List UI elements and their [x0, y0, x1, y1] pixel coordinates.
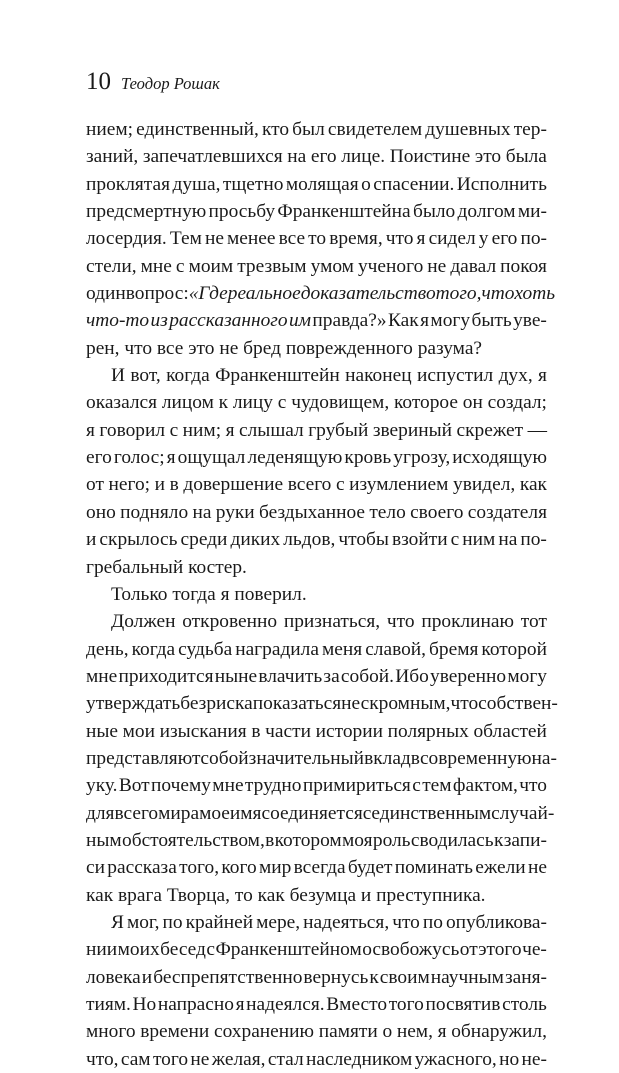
text-line: проклятая душа, тщетно молящая о спасении. Исполнить	[86, 173, 547, 195]
text-line: нии моих бесед с Франкенштейном освобожусь от этого че-	[86, 939, 547, 961]
text-line: что, сам того не желая, стал наследником ужасного, но не-	[86, 1048, 547, 1070]
text-line: один вопрос: «Где реальное доказательство того, что хоть	[86, 283, 556, 305]
text-line: си рассказа того, кого мир всегда будет поминать ежели не	[86, 857, 547, 879]
text-line: от него; и в довершение всего с изумлением увидел, как	[86, 474, 547, 496]
text-line: его голос; я ощущал леденящую кровь угрозу, исходящую	[86, 447, 547, 469]
text-line: я говорил с ним; я слышал грубый звериный скрежет —	[86, 419, 547, 441]
text-line: Должен откровенно признаться, что проклинаю тот	[111, 611, 547, 633]
text-line: И вот, когда Франкенштейн наконец испустил дух, я	[111, 365, 547, 387]
text-line: ным обстоятельством, в котором моя роль сводилась к запи-	[86, 829, 547, 851]
text-line: стели, мне с моим трезвым умом ученого не давал покоя	[86, 255, 547, 277]
body-text	[86, 116, 558, 1073]
text-line: гребальный костер.	[86, 556, 247, 578]
running-head	[86, 67, 546, 107]
text-line: оно подняло на руки бездыханное тело своего создателя	[86, 501, 547, 523]
text-line: заний, запечатлевшихся на его лице. Поистине это была	[86, 146, 547, 168]
text-line: нием; единственный, кто был свидетелем душевных тер-	[86, 119, 547, 140]
text-line: ловека и беспрепятственно вернусь к своим научным заня-	[86, 966, 547, 988]
text-line: представляют собой значительный вклад в современную на-	[86, 747, 557, 769]
text-line: утверждать без риска показаться нескромным, что собствен-	[86, 693, 558, 715]
text-line: рен, что все это не бред поврежденного разума?	[86, 337, 483, 359]
text-line: уку. Вот почему мне трудно примириться с тем фактом, что	[86, 775, 547, 797]
text-line: и скрылось среди диких льдов, чтобы взойти с ним на по-	[86, 529, 547, 551]
text-line: тиям. Но напрасно я надеялся. Вместо того посвятив столь	[86, 994, 547, 1015]
text-line: как врага Творца, то как безумца и преступника.	[86, 884, 486, 906]
text-line: Я мог, по крайней мере, надеяться, что по опубликова-	[111, 911, 547, 933]
text-line: предсмертную просьбу Франкенштейна было долгом ми-	[86, 201, 547, 223]
text-line: для всего мира мое имя соединяется с единственным случай-	[86, 802, 555, 824]
text-line: Только тогда я поверил.	[111, 583, 307, 605]
text-line: много времени сохранению памяти о нем, я обнаружил,	[86, 1021, 547, 1043]
text-line: оказался лицом к лицу с чудовищем, которое он создал;	[86, 392, 547, 414]
text-line: что-то из рассказанного им правда?» Как я могу быть уве-	[86, 310, 547, 332]
running-title: Теодор Рошак	[121, 74, 220, 93]
text-line: мне приходится ныне влачить за собой. Ибо уверенно могу	[86, 665, 547, 687]
page-number: 10	[86, 68, 111, 95]
text-line: ные мои изыскания в части истории полярных областей	[86, 720, 547, 742]
text-line: день, когда судьба наградила меня славой, бремя которой	[86, 638, 547, 660]
text-line: лосердия. Тем не менее все то время, что я сидел у его по-	[86, 228, 547, 250]
